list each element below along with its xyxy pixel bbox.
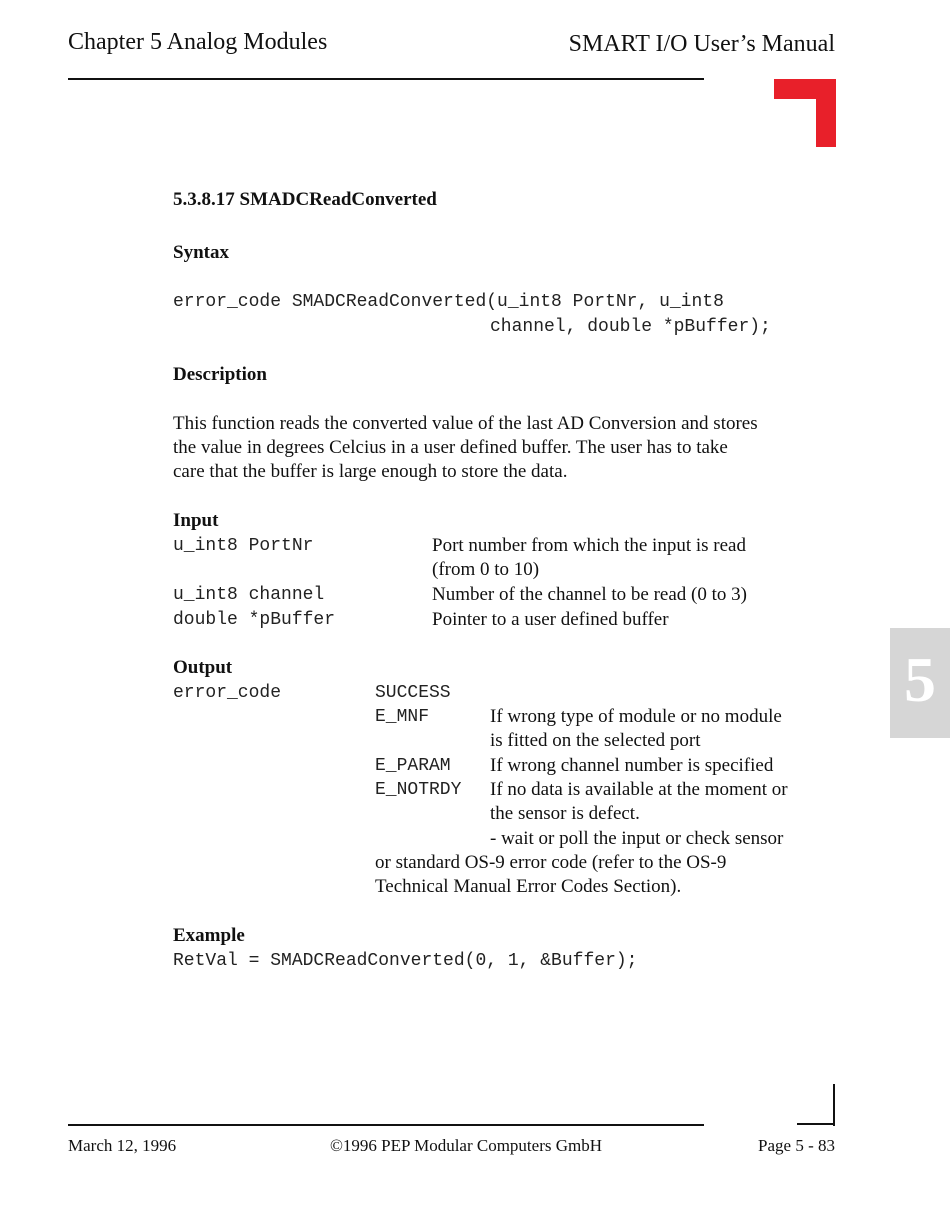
output-error-desc: If no data is available at the moment or — [490, 779, 788, 800]
output-type: error_code — [173, 683, 282, 703]
output-error-desc: is fitted on the selected port — [490, 730, 701, 751]
footer-rule — [68, 1124, 704, 1126]
input-param-desc: Number of the channel to be read (0 to 3) — [432, 584, 747, 605]
example-code: RetVal = SMADCReadConverted(0, 1, &Buffer); — [173, 951, 638, 971]
syntax-heading: Syntax — [173, 242, 229, 263]
header-rule — [68, 78, 704, 80]
chapter-tab — [890, 628, 950, 738]
output-success-code: SUCCESS — [375, 683, 451, 703]
output-other-note: Technical Manual Error Codes Section). — [375, 876, 682, 897]
section-title: 5.3.8.17 SMADCReadConverted — [173, 189, 437, 210]
output-error-desc: the sensor is defect. — [490, 803, 640, 824]
input-param-name: u_int8 channel — [173, 585, 325, 605]
input-heading: Input — [173, 510, 219, 531]
description-line: care that the buffer is large enough to store the data. — [173, 461, 568, 482]
output-error-desc: If wrong type of module or no module — [490, 706, 782, 727]
syntax-line-1: error_code SMADCReadConverted(u_int8 PortNr, u_int8 — [173, 292, 724, 312]
manual-title: SMART I/O User’s Manual — [568, 31, 835, 57]
syntax-line-2: channel, double *pBuffer); — [490, 317, 771, 337]
input-param-name: double *pBuffer — [173, 610, 336, 630]
chapter-title: Chapter 5 Analog Modules — [68, 29, 328, 55]
output-error-desc: - wait or poll the input or check sensor — [490, 828, 784, 849]
description-line: the value in degrees Celcius in a user defined buffer. The user has to take — [173, 437, 728, 458]
output-error-code: E_MNF — [375, 707, 430, 727]
footer-copyright: ©1996 PEP Modular Computers GmbH — [330, 1136, 603, 1155]
description-heading: Description — [173, 364, 267, 385]
example-heading: Example — [173, 925, 245, 946]
input-param-desc: Port number from which the input is read — [432, 535, 746, 556]
footer-date: March 12, 1996 — [68, 1136, 177, 1155]
input-param-desc: (from 0 to 10) — [432, 559, 540, 580]
chapter-tab-number: 5 — [904, 644, 936, 715]
output-error-code: E_PARAM — [375, 756, 451, 776]
output-error-desc: If wrong channel number is specified — [490, 755, 774, 776]
output-heading: Output — [173, 657, 233, 678]
input-param-desc: Pointer to a user defined buffer — [432, 609, 669, 630]
footer-page-number: Page 5 - 83 — [758, 1136, 835, 1155]
output-other-note: or standard OS-9 error code (refer to the OS-9 — [375, 852, 727, 873]
output-error-code: E_NOTRDY — [375, 780, 462, 800]
description-line: This function reads the converted value of the last AD Conversion and stores — [173, 413, 758, 434]
input-param-name: u_int8 PortNr — [173, 536, 314, 556]
